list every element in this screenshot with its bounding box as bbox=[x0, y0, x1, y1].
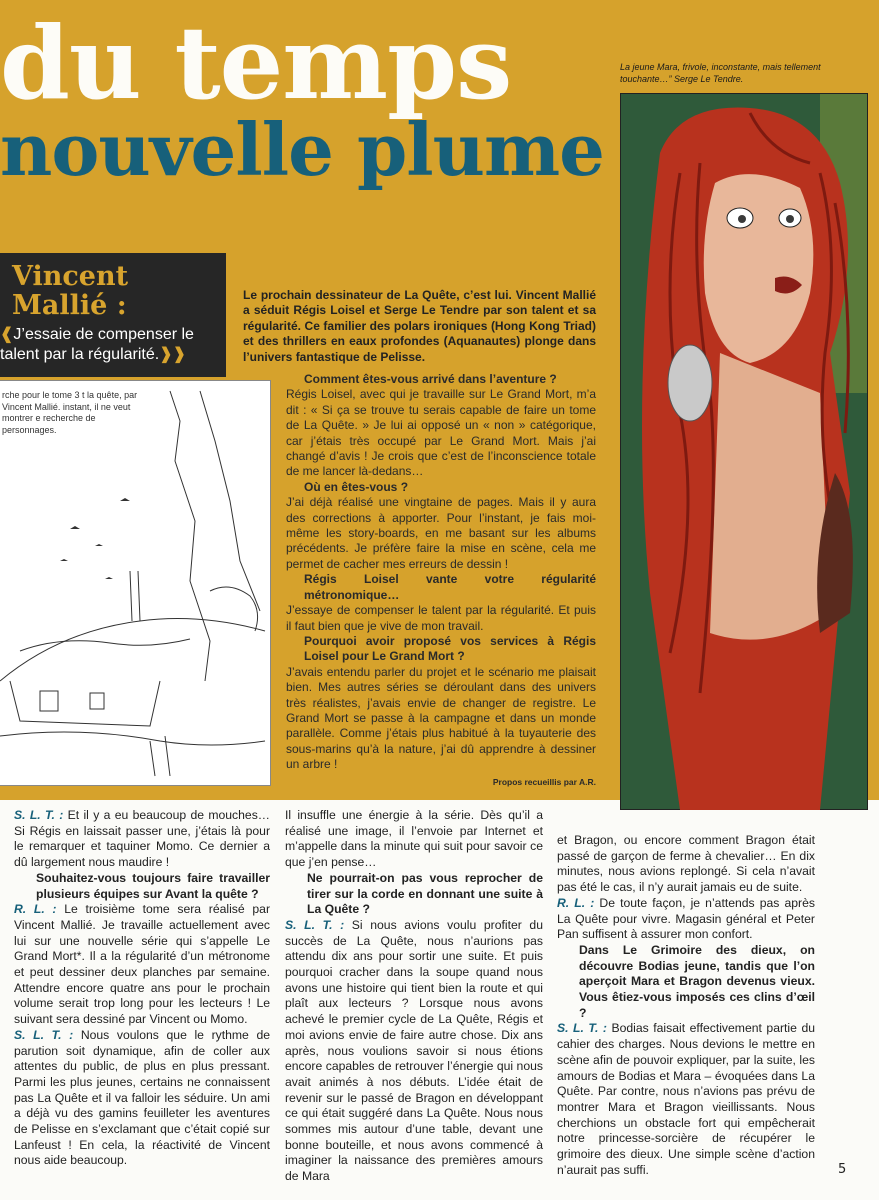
sketch-drawing bbox=[0, 381, 270, 785]
article-answer bbox=[557, 833, 815, 896]
answer-text: Le troisième tome sera réalisé par Vincent Mallié. Je travaille actuellement avec lui sur une nouvelle série qui s’appelle Le Grand Mort*. Il a la régularité d’un métronome et peut dessiner deux planches par semaine. Attendre encore quatre ans pour le prochain volume serait trop long pour les lecteurs ! Le suivant sera dessiné par Vincent ou Momo. bbox=[14, 902, 270, 1027]
sketch-caption: rche pour le tome 3 t la quête, par Vincent Mallié. instant, il ne veut montrer e recherche de personnages. bbox=[2, 390, 138, 435]
page-number: 5 bbox=[838, 1162, 847, 1177]
headline-line-2: nouvelle plume bbox=[0, 107, 604, 192]
quote-close-mark: ❱❱ bbox=[159, 346, 187, 363]
article-question: Ne pourrait-on pas vous reprocher de tirer sur la corde en donnant une suite à La Quête ? bbox=[307, 870, 543, 917]
mara-illustration bbox=[620, 93, 868, 810]
interview-answer: Régis Loisel, avec qui je travaille sur Le Grand Mort, m’a dit : « Si ça se trouve tu serais capable de faire un tome de La Quête. » Je lui ai opposé un « non » catégorique, car j’étais très occupé par Le Grand Mort. Mais j’ai changé d’avis ! Je crois que c’est de l’inconscience totale de me lancer là-dedans… bbox=[286, 387, 596, 479]
boxed-interview bbox=[286, 372, 596, 790]
article-question: Souhaitez-vous toujours faire travailler plusieurs équipes sur Avant la quête ? bbox=[36, 870, 270, 901]
answer-text: Et il y a eu beaucoup de mouches… Si Régis en laissait passer une, j’étais là pour le remarquer et taquiner Momo. Ce dernier a dû largement nous maudire ! bbox=[14, 808, 270, 870]
article-answer bbox=[557, 1021, 815, 1178]
speaker-label: S. L. T. : bbox=[285, 917, 352, 932]
author-name: Vincent Mallié : bbox=[12, 261, 129, 321]
article-column-1 bbox=[14, 808, 270, 1169]
answer-text: Nous voulons que le rythme de parution soit dynamique, afin de coller aux attentes du public, de plus en plus pressant. Parmi les plus jeunes, certains ne connaissent pas La Quête et il va falloir les séduire. Un ami a déjà vu des gamins feuilleter les aventures de Pelisse en s’exclamant que c’était copié sur Lanfeust ! En cela, la réactivité de Vincent nous aide beaucoup. bbox=[14, 1027, 270, 1168]
interview-answer: J’essaye de compenser le talent par la régularité. Et puis il faut bien que je vive de mon travail. bbox=[286, 603, 596, 633]
article-answer bbox=[285, 808, 543, 871]
answer-text: Il insuffle une énergie à la série. Dès qu’il a réalisé une image, il l’envoie par Internet et m’appelle dans la minute qui suit pour savoir ce que j’en pense… bbox=[285, 808, 543, 870]
interview-question: Régis Loisel vante votre régularité métronomique… bbox=[304, 572, 596, 602]
comic-caption: La jeune Mara, frivole, inconstante, mais tellement touchante…” Serge Le Tendre. bbox=[620, 62, 821, 84]
article-lede: Le prochain dessinateur de La Quête, c’est lui. Vincent Mallié a séduit Régis Loisel et Serge Le Tendre par son talent et sa régularité. Ce familier des polars ironiques (Hong Kong Triad) et des thrillers en eaux profondes (Aquanautes) plonge dans l’univers fantastique de Pelisse. bbox=[243, 288, 596, 364]
interview-question: Pourquoi avoir proposé vos services à Régis Loisel pour Le Grand Mort ? bbox=[304, 633, 596, 664]
interview-answer: J’ai déjà réalisé une vingtaine de pages. Mais il y aura des corrections à apporter. Pour l’instant, je fais moi-même les story-boards, en me basant sur les albums précédents. Je préfère faire la mise en scène, cela me permet de cacher mes erreurs de dessin ! bbox=[286, 495, 596, 571]
quote-open-mark: ❰ bbox=[0, 326, 14, 343]
speaker-label: S. L. T. : bbox=[557, 1021, 612, 1036]
answer-text: De toute façon, je n’attends pas après La Quête pour vivre. Magasin général et Peter Pan suffisent à assurer mon confort. bbox=[557, 895, 815, 942]
interview-question: Où en êtes-vous ? bbox=[304, 479, 409, 494]
interview-question: Comment êtes-vous arrivé dans l’aventure ? bbox=[304, 372, 557, 386]
speaker-label: R. L. : bbox=[14, 902, 65, 917]
article-column-3 bbox=[557, 833, 815, 1178]
article-column-2 bbox=[285, 808, 543, 1185]
speaker-label: R. L. : bbox=[557, 895, 600, 910]
pull-quote-text: J’essaie de compenser le talent par la régularité. bbox=[0, 326, 194, 363]
article-question: Dans Le Grimoire des dieux, on découvre Bodias jeune, tandis que l’on aperçoit Mara et Bragon devenus vieux. Vous êtiez-vous imposés ces clins d’œil ? bbox=[579, 942, 815, 1020]
interview-answer: J’avais entendu parler du projet et le scénario me plaisait bien. Mes autres séries se déroulant dans des univers très réalistes, j’avais envie de changer de registre. Le Grand Mort se passe à la campagne et dans un monde parallèle. Comme j’étais plus habitué à la tuyauterie des sous-marins qu’à la nature, j’ai dû apprendre à dessiner un arbre ! bbox=[286, 664, 596, 772]
speaker-label: S. L. T. : bbox=[14, 808, 68, 822]
article-answer bbox=[14, 1028, 270, 1169]
headline-line-1: du temps bbox=[0, 4, 512, 122]
article-answer bbox=[285, 918, 543, 1185]
interview-signature: Propos recueillis par A.R. bbox=[492, 776, 596, 787]
answer-text: et Bragon, ou encore comment Bragon était passé de garçon de ferme à chevalier… En dix minutes, nous avions replongé. Si cela n’avait pas été le cas, il n’y aurait jamais eu de suite. bbox=[557, 833, 815, 895]
speaker-label: S. L. T. : bbox=[14, 1027, 81, 1042]
article-answer bbox=[14, 808, 270, 871]
comic-illustration bbox=[620, 93, 868, 810]
article-answer bbox=[14, 902, 270, 1028]
sketch-illustration bbox=[0, 380, 271, 786]
article-answer bbox=[557, 896, 815, 943]
answer-text: Si nous avions voulu profiter du succès de La Quête, nous n’aurions pas attendu dix ans pour sortir une suite. Et puis pourquoi cracher dans la soupe quand nous avons une histoire qui tient bien la route et qui plaît aux lecteurs ? Lorsque nous avons achevé le premier cycle de La Quête, Régis et moi avions envie de faire autre chose. Dix ans après, nous voulions savoir si nous étions encore capables de retrouver l’énergie qui nous avait animés à nos débuts. L’idée était de revenir sur le passé de Bragon en développant ce qui était suggéré dans La Quête. Nous nous sommes mis autour d’une table, devant une bonne bouteille, et nous avons commencé à imaginer la naissance des premières amours de Mara bbox=[285, 917, 543, 1184]
answer-text: Bodias faisait effectivement partie du cahier des charges. Nous devions le mettre en scène afin de pouvoir expliquer, par la suite, les amours de Bodias et Mara – évoquées dans La Quête. Par contre, nous n’avions pas prévu de montrer Mara et Bragon vieillissants. Nous cherchions un obstacle fort qui empêcherait notre princesse-sorcière de récupérer le grimoire des dieux. Une simple scène d’action n’aurait pas suffi. bbox=[557, 1021, 816, 1177]
pull-quote bbox=[0, 325, 224, 365]
